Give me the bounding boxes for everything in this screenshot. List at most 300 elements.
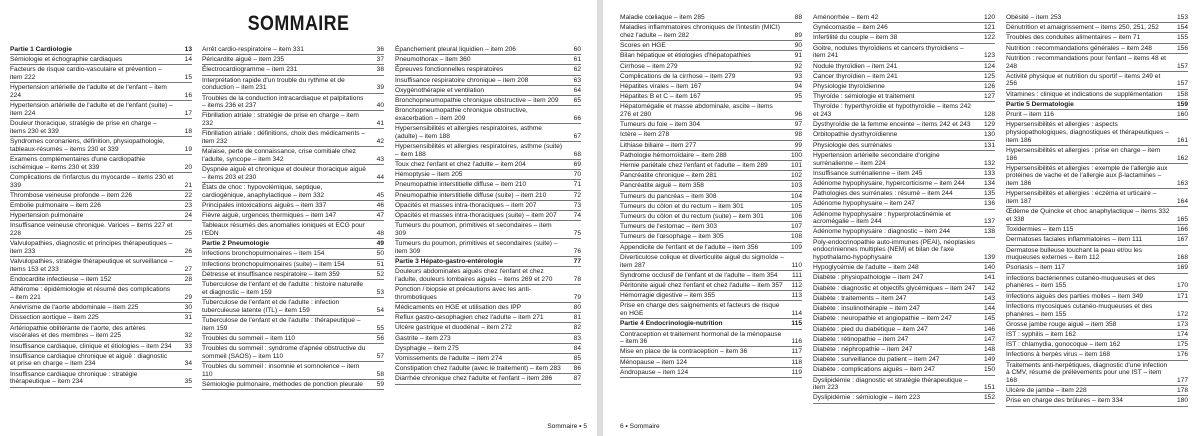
toc-entry-page-number: 115 xyxy=(791,320,802,328)
toc-entry xyxy=(1006,73,1188,88)
toc-entry-title: Tumeurs de l'œsophage – item 305 xyxy=(620,233,724,241)
toc-entry-page-number: 96 xyxy=(794,111,802,119)
toc-divider xyxy=(813,272,995,273)
toc-entry-page-number: 81 xyxy=(573,314,581,322)
toc-entry xyxy=(395,56,581,64)
toc-entry-page-number: 170 xyxy=(1176,282,1188,290)
toc-entry-title: Principales intoxications aiguës – item 337 xyxy=(202,201,327,209)
toc-divider xyxy=(202,279,384,280)
toc-entry-page-number: 116 xyxy=(791,338,802,346)
toc-divider xyxy=(813,32,995,33)
toc-entry-title: Sémiologie pulmonaire, méthodes de ponction pleurale xyxy=(202,380,363,388)
toc-divider xyxy=(1006,99,1188,100)
toc-entry-title: Partie 3 Hépato-gastro-entérologie xyxy=(395,257,504,265)
toc-entry xyxy=(1006,264,1188,272)
toc-divider xyxy=(1006,360,1188,361)
toc-entry-title: Tumeurs du côlon et du rectum (suite) – item 301 xyxy=(620,213,764,221)
toc-divider xyxy=(813,91,995,92)
toc-divider xyxy=(1006,301,1188,302)
toc-divider xyxy=(620,150,802,151)
toc-entry-page-number: 162 xyxy=(1176,154,1188,162)
toc-entry xyxy=(813,264,995,272)
toc-entry-title: Infections aiguës des parties molles – item 349 xyxy=(1006,292,1144,300)
toc-divider xyxy=(620,211,802,212)
toc-entry-page-number: 140 xyxy=(983,264,995,272)
toc-entry xyxy=(395,192,581,200)
toc-entry-title: Diabète : insulinothérapie – item 247 xyxy=(813,305,921,313)
toc-entry xyxy=(202,271,384,279)
toc-entry-page-number: 49 xyxy=(376,240,384,248)
toc-entry-title: Adénome hypophysaire : hyperprolactinémie et acromégalie – item 244 xyxy=(813,210,951,226)
toc-divider xyxy=(620,160,802,161)
toc-divider xyxy=(395,159,581,160)
toc-entry-title: Hépatites virales – item 167 xyxy=(620,82,702,90)
toc-entry-title: Dermatose bulleuse touchant la peau et/ou les muqueuses externes – item 112 xyxy=(1006,246,1142,262)
toc-entry-title: Constipation chez l'adulte (avec le traitement) – item 283 xyxy=(395,365,561,373)
toc-entry-page-number: 25 xyxy=(184,230,192,238)
toc-entry-title: Arrêt cardio-respiratoire – item 331 xyxy=(202,46,304,53)
toc-column-4 xyxy=(620,14,802,379)
toc-entry-title: Lithiase biliaire – item 277 xyxy=(620,141,697,149)
toc-entry xyxy=(813,103,995,118)
toc-entry-page-number: 20 xyxy=(184,163,192,171)
toc-entry-page-number: 98 xyxy=(794,131,802,139)
toc-entry-title: Tumeurs du foie – item 304 xyxy=(620,121,701,129)
toc-entry-page-number: 69 xyxy=(573,160,581,168)
toc-entry-page-number: 89 xyxy=(794,31,802,39)
toc-entry xyxy=(813,170,995,178)
toc-entry-title: Cirrhose – item 279 xyxy=(620,62,678,70)
toc-divider xyxy=(202,361,384,362)
toc-divider xyxy=(395,343,581,344)
toc-entry xyxy=(813,366,995,374)
toc-entry-page-number: 138 xyxy=(983,228,995,236)
toc-divider xyxy=(620,40,802,41)
toc-divider xyxy=(202,269,384,270)
toc-entry-page-number: 46 xyxy=(376,201,384,209)
toc-divider xyxy=(813,334,995,335)
toc-entry-page-number: 50 xyxy=(376,250,384,258)
toc-entry xyxy=(395,335,581,343)
toc-entry-title: Infections mycosiques cutanéo-muqueuses et des phanères – item 155 xyxy=(1006,302,1153,318)
toc-entry xyxy=(1006,45,1188,53)
toc-entry-page-number: 113 xyxy=(791,292,802,300)
toc-divider xyxy=(395,190,581,191)
toc-entry-page-number: 145 xyxy=(983,315,995,323)
toc-divider xyxy=(813,226,995,227)
toc-entry xyxy=(620,272,802,280)
toc-entry xyxy=(620,193,802,201)
toc-entry-page-number: 132 xyxy=(983,159,995,167)
toc-divider xyxy=(813,168,995,169)
toc-entry-page-number: 108 xyxy=(790,233,802,241)
toc-entry xyxy=(813,295,995,303)
toc-entry xyxy=(202,66,384,74)
toc-entry-page-number: 114 xyxy=(791,310,802,318)
toc-entry-title: Facteurs de risque cardio-vasculaire et prévention – item 222 xyxy=(10,66,162,82)
toc-entry xyxy=(395,161,581,169)
toc-entry xyxy=(813,211,995,226)
toc-divider xyxy=(395,220,581,221)
toc-entry xyxy=(620,182,802,190)
toc-entry xyxy=(813,83,995,91)
toc-entry-title: Thyroïde : hyperthyroïdie et hypothyroïdie – items 242 et 243 xyxy=(813,103,971,119)
toc-entry-title: Douleur thoracique, stratégie de prise en charge – items 230 et 339 xyxy=(10,120,157,135)
toc-entry xyxy=(395,66,581,74)
toc-entry-title: Maladies inflammatoires chroniques de l'intestin (MICI) chez l'adulte – item 282 xyxy=(620,24,780,39)
toc-divider xyxy=(202,297,384,298)
toc-entry-title: Insuffisance cardiaque, clinique et étiologies – item 234 xyxy=(10,342,172,350)
toc-divider xyxy=(395,75,581,76)
toc-entry-title: Épanchement pleural liquidien – item 206 xyxy=(395,46,516,53)
toc-entry-page-number: 137 xyxy=(983,218,995,226)
toc-entry-page-number: 119 xyxy=(791,368,802,376)
toc-divider xyxy=(202,210,384,211)
toc-divider xyxy=(1006,273,1188,274)
toc-entry-title: Artériopathie oblitérante de l'aorte, des artères viscérales et des membres – item 225 xyxy=(10,324,146,340)
toc-entry xyxy=(813,24,995,32)
page-footer xyxy=(547,423,587,430)
toc-entry-title: Orbitopathie dysthyroïdienne xyxy=(813,131,898,139)
toc-entry-title: Psoriasis – item 117 xyxy=(1006,264,1065,272)
toc-entry xyxy=(620,162,802,170)
toc-entry-page-number: 57 xyxy=(376,352,384,360)
toc-entry-title: Thrombose veineuse profonde – item 226 xyxy=(10,191,133,199)
toc-entry-title: Insuffisance surrénalienne – item 245 xyxy=(813,169,923,177)
toc-entry xyxy=(813,93,995,101)
toc-entry-page-number: 106 xyxy=(790,213,802,221)
toc-entry xyxy=(813,346,995,354)
toc-entry xyxy=(1006,341,1188,349)
toc-divider xyxy=(620,367,802,368)
toc-divider xyxy=(620,357,802,358)
toc-entry xyxy=(1006,55,1188,70)
toc-entry-title: Œdème de Quincke et choc anaphylactique – items 332 et 338 xyxy=(1006,208,1170,223)
toc-entry-title: Diabète : traitements – item 247 xyxy=(813,294,907,302)
toc-divider xyxy=(395,179,581,180)
toc-entry-page-number: 165 xyxy=(1176,215,1188,223)
toc-entry-page-number: 125 xyxy=(983,72,995,80)
toc-entry xyxy=(10,156,192,171)
toc-entry-page-number: 55 xyxy=(376,324,384,332)
toc-entry-page-number: 103 xyxy=(790,182,802,190)
toc-entry-page-number: 17 xyxy=(184,109,192,117)
toc-entry-page-number: 85 xyxy=(573,355,581,362)
toc-divider xyxy=(813,198,995,199)
toc-entry xyxy=(620,24,802,39)
toc-entry xyxy=(395,46,581,54)
toc-entry xyxy=(813,356,995,364)
toc-entry-title: Partie 5 Dermatologie xyxy=(1006,100,1074,108)
toc-entry xyxy=(395,324,581,332)
toc-entry-page-number: 65 xyxy=(573,97,581,105)
toc-entry-page-number: 144 xyxy=(983,305,995,313)
toc-entry-page-number: 111 xyxy=(791,271,802,279)
toc-entry-page-number: 172 xyxy=(1176,310,1188,318)
toc-divider xyxy=(620,191,802,192)
toc-divider xyxy=(395,210,581,211)
toc-entry xyxy=(620,369,802,377)
toc-entry-title: Diabète : physiopathologie – item 247 xyxy=(813,274,924,282)
toc-entry-title: Dysthyroïdie de la femme enceinte – items 242 et 243 xyxy=(813,121,971,129)
toc-divider xyxy=(1006,224,1188,225)
toc-entry-page-number: 16 xyxy=(184,92,192,100)
toc-entry xyxy=(202,281,384,296)
toc-divider xyxy=(813,375,995,376)
toc-entry xyxy=(813,121,995,129)
toc-entry-page-number: 75 xyxy=(573,229,581,237)
toc-entry-title: Diabète : pied du diabétique – item 247 xyxy=(813,325,928,333)
toc-entry-title: Pneumopathie interstitielle diffuse (suite) – item 210 xyxy=(395,191,547,199)
toc-entry-page-number: 148 xyxy=(983,345,995,353)
toc-divider xyxy=(395,353,581,354)
toc-divider xyxy=(620,242,802,243)
toc-entry-page-number: 107 xyxy=(790,223,802,231)
toc-entry-title: Opacités et masses intra-thoraciques – item 207 xyxy=(395,201,537,209)
toc-entry xyxy=(813,63,995,71)
toc-entry xyxy=(620,83,802,91)
toc-entry-page-number: 105 xyxy=(790,202,802,210)
toc-entry-page-number: 32 xyxy=(184,332,192,340)
toc-entry-page-number: 60 xyxy=(573,46,581,53)
toc-entry-title: Complications de la cirrhose – item 279 xyxy=(620,72,736,80)
toc-divider xyxy=(10,256,192,257)
toc-entry xyxy=(813,239,995,262)
toc-entry xyxy=(202,222,384,237)
toc-entry-title: Interprétation rapide d'un trouble du rythme et de conduction – item 231 xyxy=(202,76,345,92)
toc-entry-page-number: 180 xyxy=(1176,397,1188,405)
toc-entry-title: Nodule thyroïdien – item 241 xyxy=(813,62,898,70)
toc-entry xyxy=(1006,226,1188,234)
toc-entry xyxy=(202,261,384,269)
toc-entry-page-number: 44 xyxy=(376,173,384,181)
toc-entry-page-number: 92 xyxy=(794,62,802,70)
toc-divider xyxy=(813,403,995,404)
toc-entry-page-number: 77 xyxy=(573,257,581,265)
toc-entry-page-number: 15 xyxy=(184,74,192,82)
toc-entry-title: Pathologies des surrénales : résumé – item 244 xyxy=(813,190,953,198)
toc-entry-title: Pathologie hémorroïdaire – item 288 xyxy=(620,151,727,159)
toc-entry-title: Hémoptysie – item 205 xyxy=(395,171,463,179)
toc-column-3 xyxy=(395,46,581,386)
toc-divider xyxy=(10,220,192,221)
toc-entry xyxy=(813,142,995,150)
toc-entry xyxy=(620,302,802,317)
toc-entry xyxy=(10,353,192,368)
toc-entry xyxy=(10,371,192,386)
toc-entry xyxy=(620,73,802,81)
toc-entry-title: Goitre, nodules thyroïdiens et cancers thyroïdiens – item 241 xyxy=(813,44,964,60)
toc-entry-title: Endocardite infectieuse – item 152 xyxy=(10,276,112,284)
toc-entry xyxy=(10,84,192,99)
toc-entry-page-number: 63 xyxy=(573,76,581,84)
toc-entry xyxy=(10,258,192,273)
toc-entry-page-number: 84 xyxy=(573,344,581,352)
toc-entry-title: Hypertension artérielle secondaire d'origine surrénalienne – item 224 xyxy=(813,151,940,167)
toc-entry-title: Tuberculose de l'enfant et de l'adulte : thérapeutique – item 159 xyxy=(202,316,361,332)
toc-entry-title: Diabète : rétinopathie – item 247 xyxy=(813,335,909,343)
toc-entry-title: Insuffisance cardiaque chronique : stratégie thérapeutique – item 234 xyxy=(10,370,138,386)
toc-divider xyxy=(620,91,802,92)
toc-entry-page-number: 83 xyxy=(573,334,581,342)
toc-divider xyxy=(395,284,581,285)
toc-column-1 xyxy=(10,46,192,389)
toc-divider xyxy=(10,351,192,352)
toc-entry xyxy=(395,345,581,353)
toc-divider xyxy=(1006,395,1188,396)
toc-divider xyxy=(1006,43,1188,44)
toc-entry-title: Ulcère de jambe – item 228 xyxy=(1006,387,1087,395)
toc-divider xyxy=(395,123,581,124)
toc-divider xyxy=(813,101,995,102)
toc-entry xyxy=(1006,91,1188,99)
toc-entry xyxy=(202,363,384,378)
toc-entry xyxy=(202,95,384,110)
toc-entry xyxy=(10,325,192,340)
toc-entry-page-number: 48 xyxy=(376,230,384,238)
toc-entry xyxy=(813,305,995,313)
toc-entry xyxy=(10,304,192,312)
toc-entry-page-number: 67 xyxy=(573,132,581,140)
toc-divider xyxy=(1006,349,1188,350)
toc-divider xyxy=(10,274,192,275)
toc-entry-title: Diverticulose colique et diverticulite aiguë du sigmoïde – item 287 xyxy=(620,253,784,269)
toc-divider xyxy=(813,262,995,263)
toc-divider xyxy=(813,283,995,284)
toc-entry-page-number: 52 xyxy=(376,270,384,278)
page-footer xyxy=(620,423,660,430)
toc-entry xyxy=(202,345,384,360)
toc-divider xyxy=(202,110,384,111)
toc-entry-page-number: 88 xyxy=(794,14,802,21)
toc-entry xyxy=(813,315,995,323)
toc-entry-title: Hypertension artérielle de l'adulte et de l'enfant (suite) – item 224 xyxy=(10,102,173,117)
toc-entry xyxy=(813,326,995,334)
toc-entry xyxy=(395,107,581,122)
toc-entry-page-number: 86 xyxy=(573,365,581,373)
toc-entry-title: Dyspnée aiguë et chronique et douleur thoracique aiguë – items 203 et 230 xyxy=(202,166,366,181)
toc-entry-page-number: 42 xyxy=(376,138,384,146)
toc-divider xyxy=(1006,262,1188,263)
toc-divider xyxy=(813,150,995,151)
toc-entry-title: Tumeurs du pancréas – item 308 xyxy=(620,192,717,200)
toc-divider xyxy=(395,363,581,364)
toc-section-heading xyxy=(1006,101,1188,109)
toc-entry xyxy=(813,190,995,198)
toc-entry-title: Traitements anti-herpétiques, diagnostic d'une infection à CMV, résumé de prélèvements pour une IST – item 168 xyxy=(1006,361,1168,384)
toc-entry-title: Obésité – item 253 xyxy=(1006,14,1062,21)
toc-entry xyxy=(1006,208,1188,223)
toc-entry xyxy=(813,285,995,293)
toc-column-2 xyxy=(202,46,384,391)
toc-divider xyxy=(10,369,192,370)
toc-divider xyxy=(1006,163,1188,164)
toc-entry-page-number: 130 xyxy=(983,131,995,139)
toc-entry-title: Bilan hépatique et étiologies d'hépatopathies xyxy=(620,52,751,60)
toc-entry-title: Fibrillation atriale : stratégie de prise en charge – item 232 xyxy=(202,112,359,128)
toc-entry xyxy=(813,228,995,236)
toc-entry-title: Tumeurs du poumon, primitives et secondaires (suite) – item 309 xyxy=(395,240,558,255)
toc-entry-page-number: 28 xyxy=(184,276,192,284)
toc-entry-title: Dysphagie – item 275 xyxy=(395,344,459,352)
toc-entry xyxy=(10,343,192,351)
toc-entry xyxy=(1006,121,1188,144)
toc-entry-page-number: 151 xyxy=(983,384,995,392)
toc-entry-page-number: 139 xyxy=(983,254,995,262)
toc-divider xyxy=(10,200,192,201)
toc-entry-page-number: 154 xyxy=(1176,24,1188,32)
toc-entry xyxy=(395,125,581,140)
toc-divider xyxy=(620,252,802,253)
toc-entry xyxy=(620,213,802,221)
toc-entry-page-number: 40 xyxy=(376,102,384,110)
toc-divider xyxy=(813,43,995,44)
right-page xyxy=(603,0,1200,436)
toc-entry xyxy=(620,203,802,211)
toc-divider xyxy=(620,129,802,130)
toc-entry xyxy=(202,46,384,54)
toc-entry xyxy=(202,148,384,163)
toc-entry-page-number: 156 xyxy=(1176,44,1188,52)
toc-entry-title: Hypersensibilités et allergies : eczéma et urticaire – item 187 xyxy=(1006,190,1157,206)
toc-entry-title: Contraception et traitement hormonal de la ménopause – item 36 xyxy=(620,330,782,346)
toc-entry-title: Péritonite aiguë chez l'enfant et chez l'adulte – item 357 xyxy=(620,281,783,289)
toc-entry-title: Syndrome occlusif de l'enfant et de l'adulte – item 354 xyxy=(620,271,778,279)
toc-entry-title: Oxygénothérapie et ventilation xyxy=(395,86,485,94)
toc-divider xyxy=(202,164,384,165)
toc-divider xyxy=(620,61,802,62)
toc-entry-title: Hypersensibilités et allergies respiratoires, asthme (adulte) – item 188 xyxy=(395,125,542,140)
toc-entry-page-number: 59 xyxy=(376,380,384,388)
toc-entry-page-number: 71 xyxy=(573,181,581,189)
toc-entry-title: Prurit – item 116 xyxy=(1006,111,1054,119)
toc-entry-page-number: 36 xyxy=(376,46,384,53)
toc-divider xyxy=(1006,188,1188,189)
toc-entry-title: Adénome hypophysaire : diagnostic – item 244 xyxy=(813,228,951,236)
toc-entry-page-number: 112 xyxy=(791,281,802,289)
toc-divider xyxy=(1006,406,1188,407)
toc-entry-page-number: 26 xyxy=(184,247,192,255)
toc-entry-page-number: 73 xyxy=(573,201,581,209)
toc-divider xyxy=(620,50,802,51)
toc-entry-title: Tumeurs de l'estomac – item 303 xyxy=(620,223,718,231)
toc-entry xyxy=(202,77,384,92)
toc-entry-title: Insuffisance respiratoire chronique – item 208 xyxy=(395,76,529,84)
toc-entry-title: Maladie cœliaque – item 285 xyxy=(620,14,705,21)
toc-entry xyxy=(202,184,384,199)
toc-entry-page-number: 158 xyxy=(1176,90,1188,98)
toc-divider xyxy=(10,284,192,285)
toc-divider xyxy=(202,389,384,390)
toc-divider xyxy=(202,259,384,260)
toc-divider xyxy=(813,61,995,62)
toc-entry-title: Diabète : diagnostic et objectifs glycémiques – item 247 xyxy=(813,284,976,292)
toc-entry-title: Scores en HGE xyxy=(620,42,666,50)
toc-entry xyxy=(620,233,802,241)
toc-section-heading xyxy=(620,320,802,328)
toc-entry xyxy=(395,355,581,363)
toc-divider xyxy=(395,373,581,374)
toc-entry-page-number: 124 xyxy=(983,62,995,70)
toc-divider xyxy=(10,238,192,239)
toc-entry-page-number: 100 xyxy=(790,151,802,159)
toc-entry-page-number: 128 xyxy=(983,111,995,119)
toc-divider xyxy=(620,300,802,301)
toc-entry xyxy=(395,268,581,283)
toc-divider xyxy=(10,54,192,55)
toc-entry xyxy=(620,121,802,129)
toc-divider xyxy=(395,266,581,267)
